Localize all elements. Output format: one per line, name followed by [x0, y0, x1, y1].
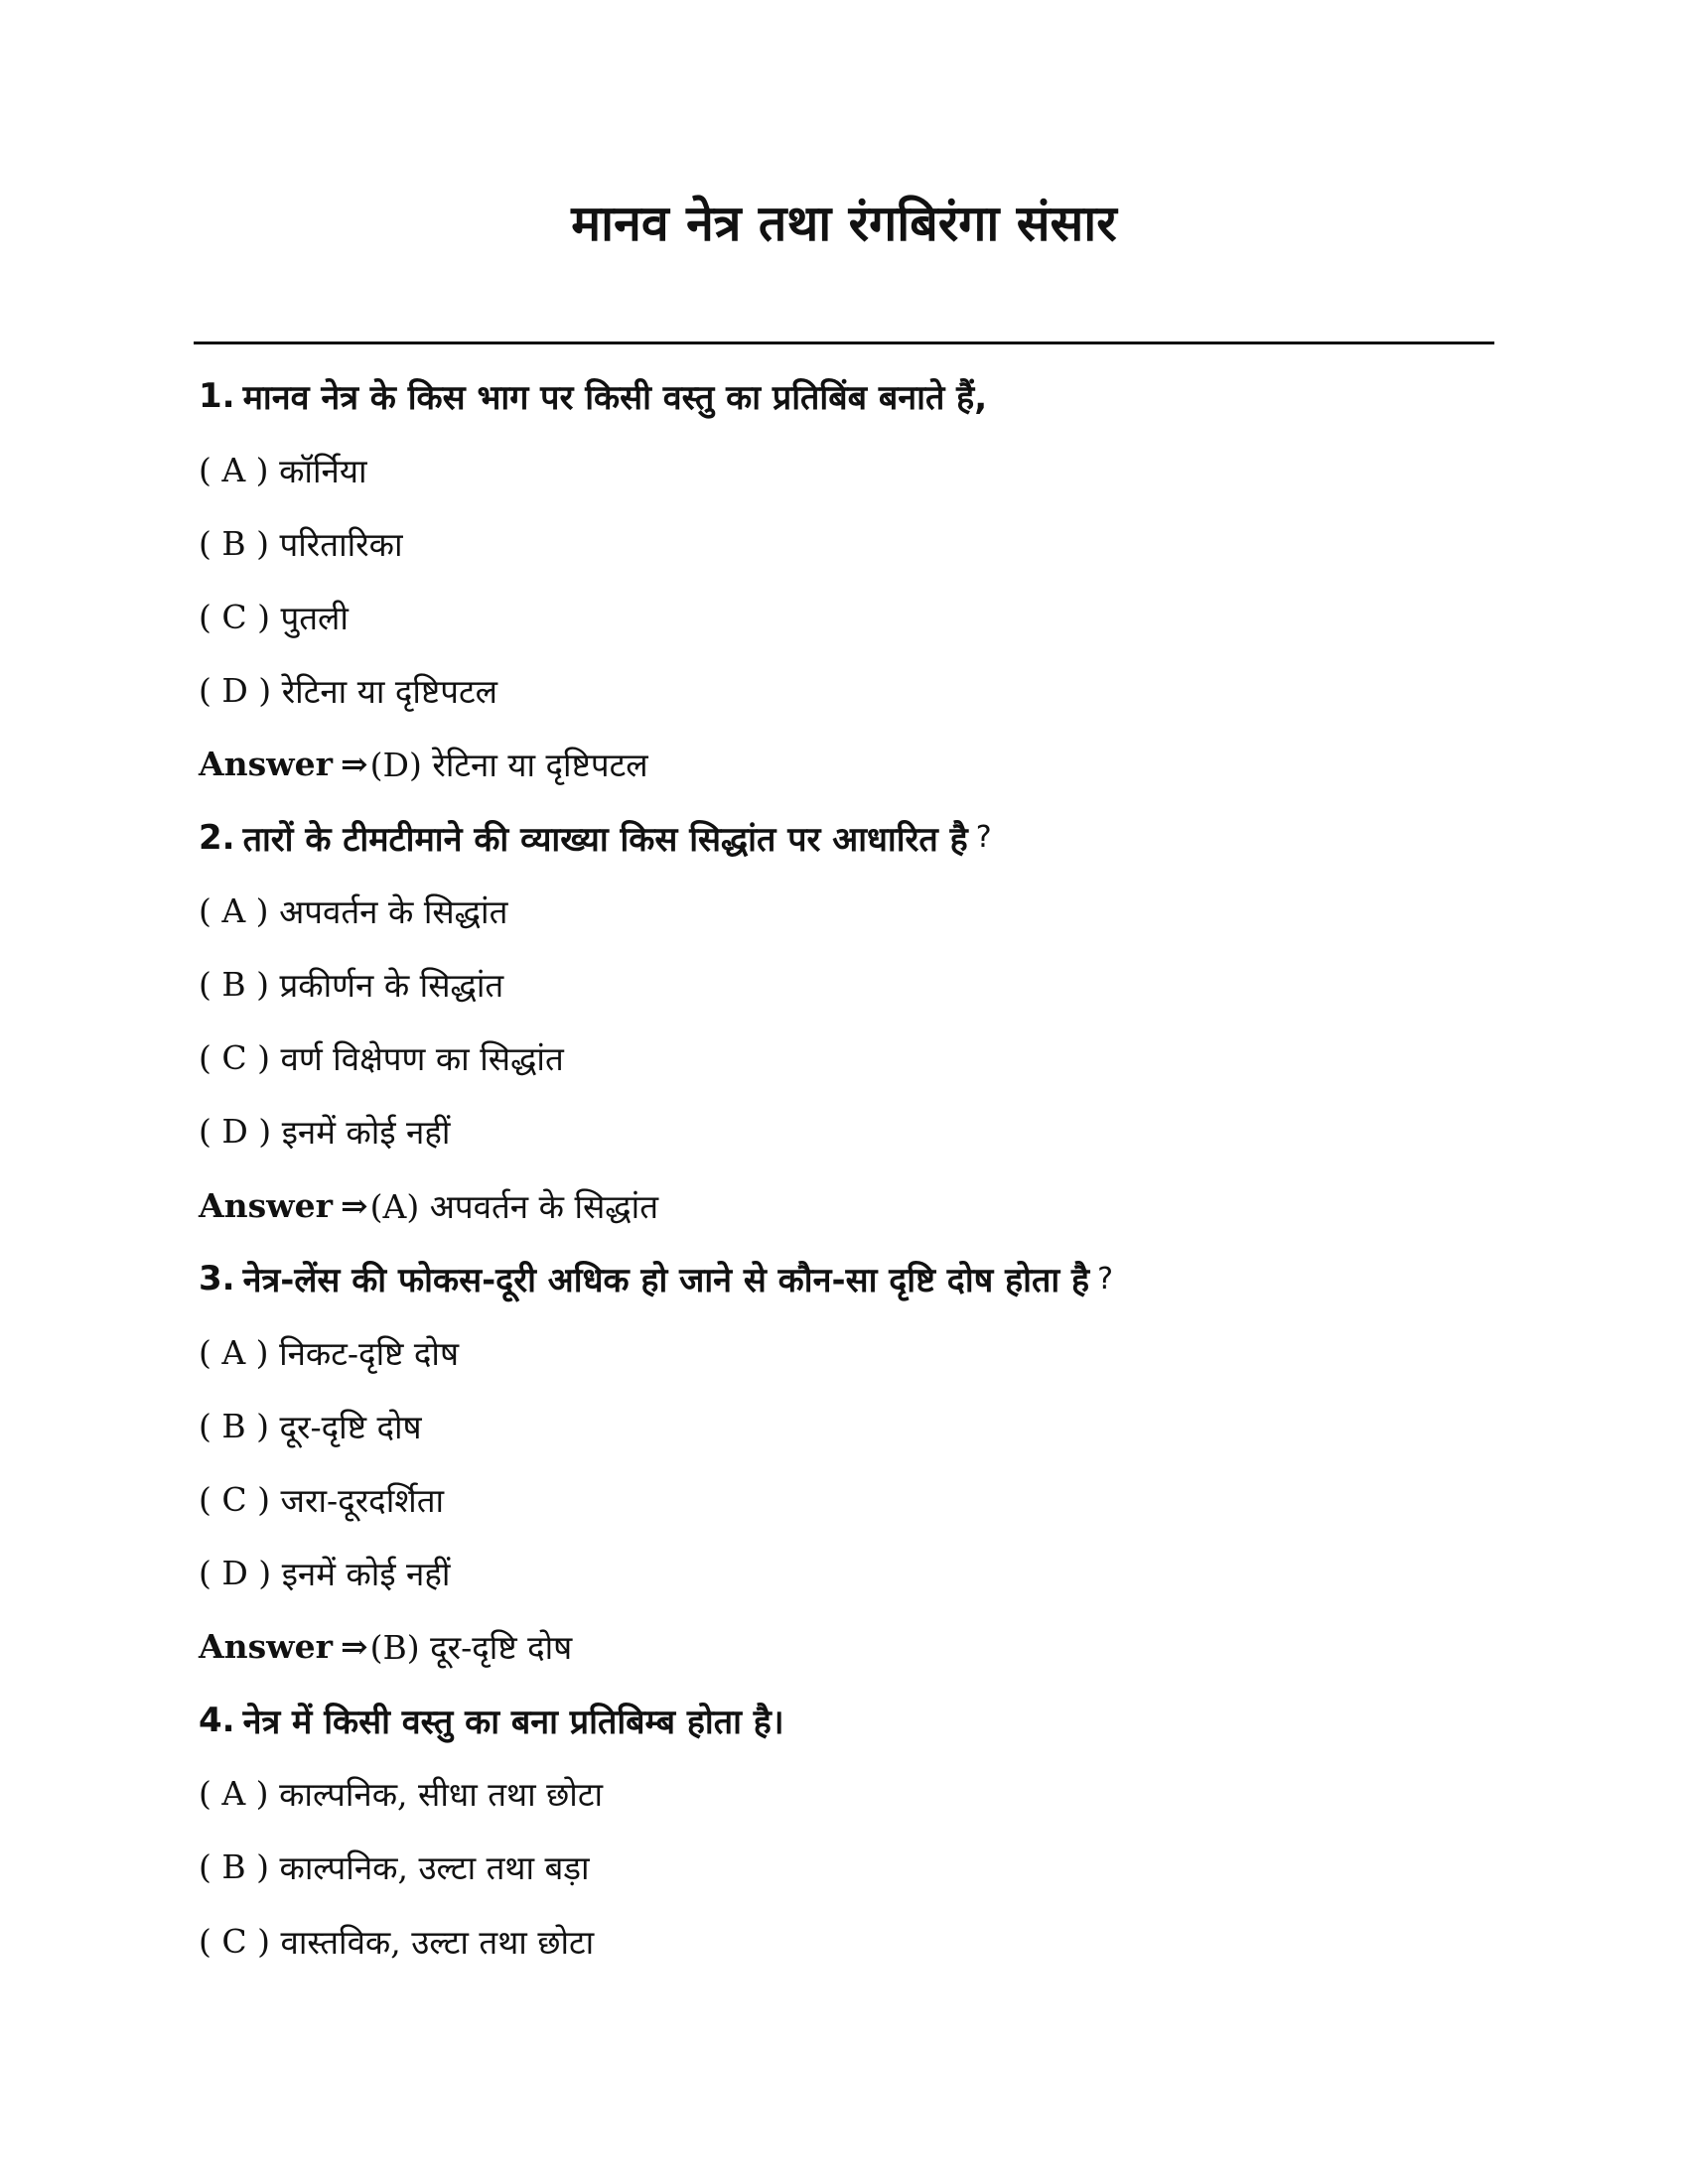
option-1c	[199, 580, 1489, 653]
question-4	[199, 1684, 1489, 1757]
option-text: परितारिका	[279, 524, 403, 564]
question-text: मानव नेत्र के किस भाग पर किसी वस्तु का प्रतिबिंब बनाते हैं,	[242, 378, 988, 419]
option-label: ( B )	[199, 1847, 269, 1887]
question-text: तारों के टीमटीमाने की व्याख्या किस सिद्धांत पर आधारित है	[242, 819, 968, 860]
option-text: काल्पनिक, उल्टा तथा बड़ा	[279, 1848, 590, 1888]
option-text: जरा-दूरदर्शिता	[280, 1480, 445, 1520]
option-label: ( D )	[199, 1112, 272, 1152]
option-text: काल्पनिक, सीधा तथा छोटा	[279, 1775, 604, 1815]
question-text: नेत्र-लेंस की फोकस-दूरी अधिक हो जाने से कौन-सा दृष्टि दोष होता है	[242, 1261, 1090, 1301]
option-text: इनमें कोई नहीं	[281, 1555, 451, 1594]
option-text: वास्तविक, उल्टा तथा छोटा	[280, 1922, 595, 1962]
option-text: प्रकीर्णन के सिद्धांत	[279, 966, 504, 1006]
answer-label: Answer	[199, 745, 333, 784]
question-mark: ?	[975, 820, 992, 856]
question-1	[199, 359, 1489, 433]
answer-arrow-icon: ⇒	[340, 1185, 368, 1225]
question-number: 3.	[199, 1259, 235, 1299]
option-text: निकट-दृष्टि दोष	[279, 1333, 460, 1373]
answer-value: (B) दूर-दृष्टि दोष	[369, 1628, 573, 1668]
option-2c	[199, 1022, 1489, 1095]
option-label: ( A )	[199, 891, 269, 931]
option-4c	[199, 1904, 1489, 1978]
question-number: 2.	[199, 817, 235, 858]
option-1b	[199, 506, 1489, 580]
answer-label: Answer	[199, 1185, 333, 1225]
option-text: पुतली	[280, 598, 349, 637]
answer-arrow-icon: ⇒	[340, 1627, 368, 1667]
option-2b	[199, 948, 1489, 1022]
option-2d	[199, 1095, 1489, 1168]
question-mark: ?	[1097, 1261, 1113, 1297]
option-label: ( A )	[199, 1332, 269, 1372]
option-label: ( A )	[199, 1774, 269, 1814]
option-text: वर्ण विक्षेपण का सिद्धांत	[280, 1039, 564, 1079]
option-label: ( B )	[199, 965, 269, 1005]
option-text: अपवर्तन के सिद्धांत	[279, 892, 508, 932]
option-label: ( B )	[199, 1406, 269, 1445]
option-text: रेटिना या दृष्टिपटल	[281, 671, 497, 711]
question-number: 1.	[199, 376, 235, 417]
option-label: ( C )	[199, 1479, 270, 1519]
answer-label: Answer	[199, 1627, 333, 1667]
option-3a	[199, 1315, 1489, 1389]
option-text: इनमें कोई नहीं	[281, 1113, 451, 1153]
option-3c	[199, 1462, 1489, 1536]
answer-3	[199, 1610, 1489, 1684]
answer-value: (D) रेटिना या दृष्टिपटल	[369, 746, 648, 785]
option-label: ( D )	[199, 670, 272, 710]
question-2	[199, 801, 1489, 875]
option-2a	[199, 875, 1489, 948]
option-3d	[199, 1537, 1489, 1610]
option-label: ( B )	[199, 523, 269, 563]
question-number: 4.	[199, 1700, 235, 1740]
option-4a	[199, 1757, 1489, 1831]
option-4b	[199, 1831, 1489, 1904]
question-text: नेत्र में किसी वस्तु का बना प्रतिबिम्ब होता है।	[242, 1702, 784, 1742]
option-label: ( C )	[199, 1921, 270, 1961]
page-title: मानव नेत्र तथा रंगबिरंगा संसार	[571, 195, 1117, 252]
option-1d	[199, 653, 1489, 727]
option-1a	[199, 433, 1489, 506]
answer-value: (A) अपवर्तन के सिद्धांत	[369, 1186, 659, 1226]
option-3b	[199, 1389, 1489, 1462]
option-label: ( C )	[199, 597, 270, 636]
answer-2	[199, 1168, 1489, 1242]
answer-arrow-icon: ⇒	[340, 745, 368, 784]
option-label: ( A )	[199, 450, 269, 489]
option-label: ( D )	[199, 1554, 272, 1593]
option-label: ( C )	[199, 1038, 270, 1078]
title-divider	[194, 341, 1494, 344]
question-3	[199, 1242, 1489, 1315]
option-text: दूर-दृष्टि दोष	[279, 1407, 422, 1446]
question-list	[199, 359, 1489, 1978]
option-text: कॉर्निया	[279, 451, 367, 490]
answer-1	[199, 727, 1489, 800]
